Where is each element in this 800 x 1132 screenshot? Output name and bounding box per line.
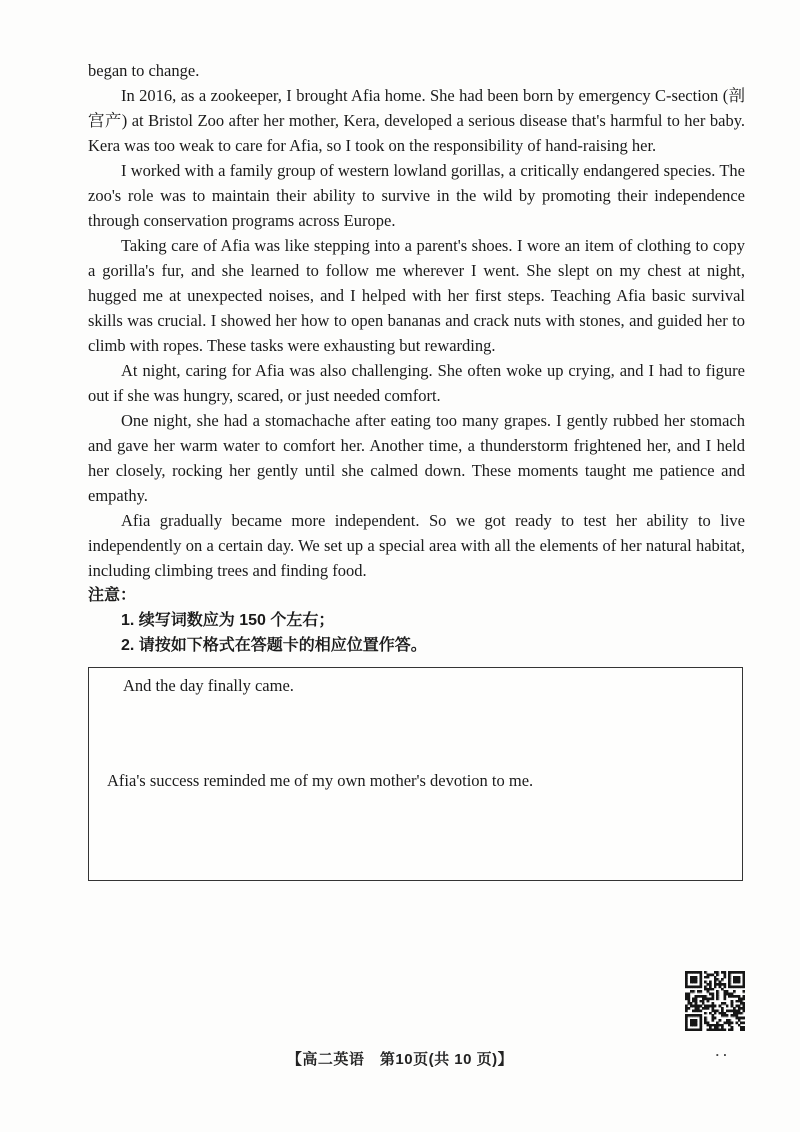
- notice-section: [88, 583, 745, 658]
- reading-passage: [88, 58, 745, 881]
- notice-label: 注意：: [88, 587, 137, 604]
- passage-paragraph: I worked with a family group of western lowland gorillas, a critically endangered species. The zoo's role was to maintain their ability to survive in the wild by promoting their independence through conservation programs across Europe.: [88, 161, 745, 230]
- passage-paragraph: One night, she had a stomachache after eating too many grapes. I gently rubbed her stomach and gave her warm water to comfort her. Another time, a thunderstorm frightened her, and I held her closely, rocking her gently until she calmed down. These moments taught me patience and empathy.: [88, 411, 745, 505]
- notice-item-answer-format: 2. 请按如下格式在答题卡的相应位置作答。: [121, 637, 427, 654]
- passage-paragraph: At night, caring for Afia was also challenging. She often woke up crying, and I had to figure out if she was hungry, scared, or just needed comfort.: [88, 361, 745, 405]
- passage-continuation-line: began to change.: [88, 61, 200, 80]
- qr-code-icon: [685, 971, 745, 1031]
- answer-format-box: [88, 667, 743, 881]
- passage-paragraph: Afia gradually became more independent. So we got ready to test her ability to live independently on a certain day. We set up a special area with all the elements of her natural habitat, including climbing trees and finding food.: [88, 511, 745, 580]
- page-number-label: 【高二英语 第10页(共 10 页)】: [286, 1051, 514, 1068]
- answer-box-closing-sentence: Afia's success reminded me of my own mother's devotion to me.: [107, 771, 534, 790]
- notice-item-word-count: 1. 续写词数应为 150 个左右；: [121, 612, 335, 629]
- passage-paragraph: Taking care of Afia was like stepping into a parent's shoes. I wore an item of clothing to copy a gorilla's fur, and she learned to follow me wherever I went. She slept on my chest at night, hugged me at unexpected noises, and I helped with her first steps. Teaching Afia basic survival skills was crucial. I showed her how to open bananas and crack nuts with stones, and guided her to climb with ropes. These tasks were exhausting but rewarding.: [88, 236, 745, 355]
- page-footer: [0, 1048, 800, 1069]
- passage-paragraph: In 2016, as a zookeeper, I brought Afia home. She had been born by emergency C-section (剖宫产) at Bristol Zoo after her mother, Kera, developed a serious disease that's harmful to her baby. Kera was too weak to care for Afia, so I took on the responsibility of hand-raising her.: [88, 86, 745, 155]
- corner-print-mark: ..: [714, 1046, 730, 1059]
- answer-box-opening-sentence: And the day finally came.: [123, 676, 294, 695]
